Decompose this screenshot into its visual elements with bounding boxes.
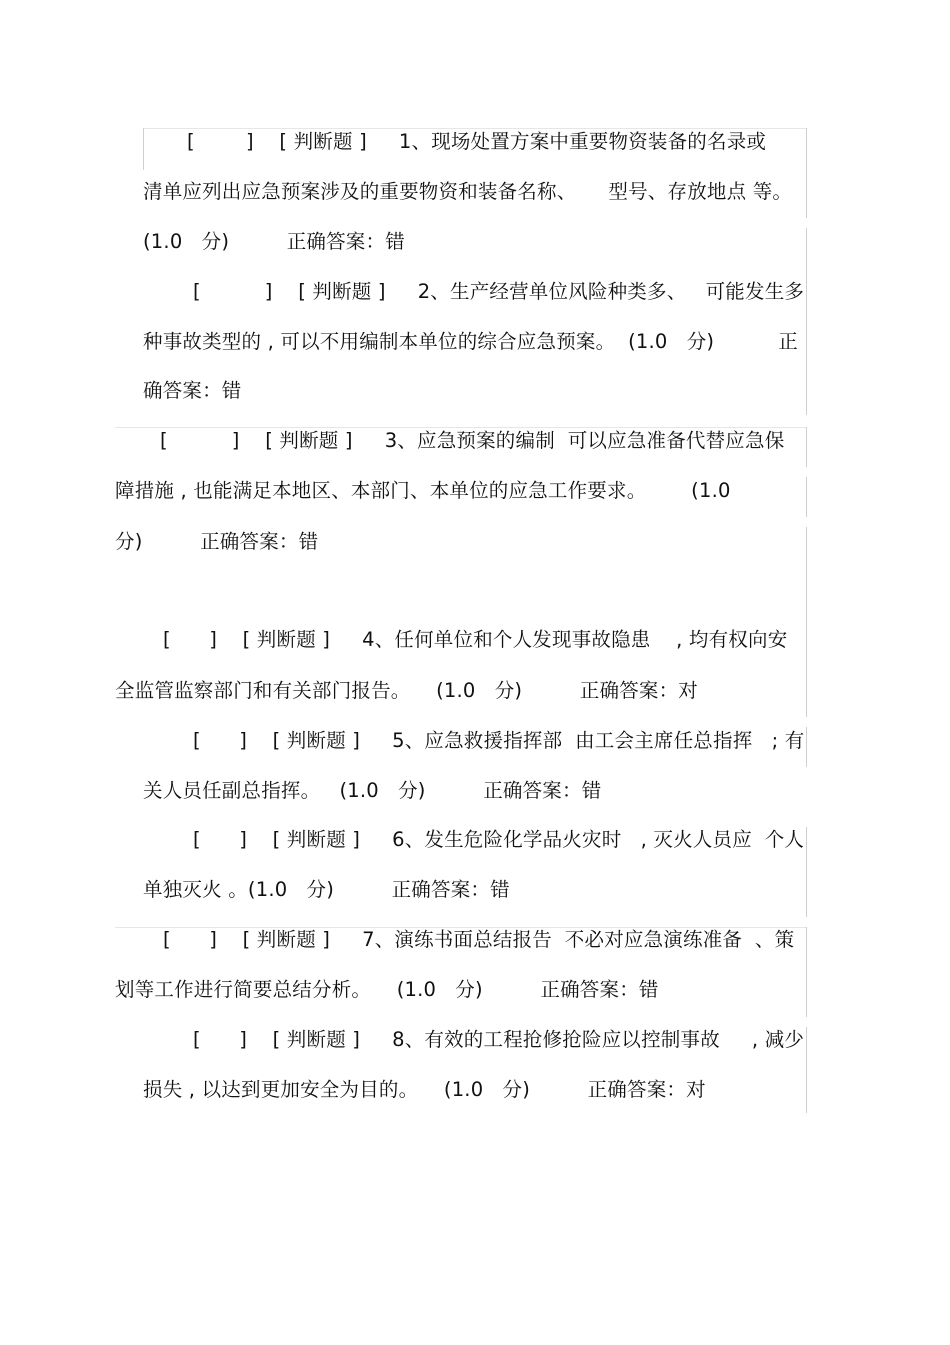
question-5-line-1: [ ] [ 判断题 ] 5、应急救援指挥部 由工会主席任总指挥 ; 有 [193, 729, 805, 752]
rule [806, 427, 807, 467]
question-7-line-2: 划等工作进行简要总结分析。 (1.0 分) 正确答案：错 [115, 978, 659, 1001]
question-3-line-2: 障措施 , 也能满足本地区、本部门、本单位的应急工作要求。 (1.0 [115, 479, 731, 502]
rule [806, 228, 807, 415]
question-2-line-2: 种事故类型的 , 可以不用编制本单位的综合应急预案。 (1.0 分) 正 [143, 330, 798, 353]
question-4-line-1: [ ] [ 判断题 ] 4、任何单位和个人发现事故隐患 , 均有权向安 [163, 628, 788, 651]
rule [806, 477, 807, 517]
question-6-line-2: 单独灭火 。(1.0 分) 正确答案：错 [143, 878, 510, 901]
rule [806, 927, 807, 1017]
rule [806, 727, 807, 767]
rule [806, 527, 807, 717]
question-7-line-1: [ ] [ 判断题 ] 7、演练书面总结报告 不必对应急演练准备 、策 [163, 928, 795, 951]
question-3-line-3: 分) 正确答案：错 [115, 530, 319, 553]
question-8-line-2: 损失 , 以达到更加安全为目的。 (1.0 分) 正确答案：对 [143, 1078, 706, 1101]
question-5-line-2: 关人员任副总指挥。 (1.0 分) 正确答案：错 [143, 779, 602, 802]
question-1-line-1: [ ] [ 判断题 ] 1、现场处置方案中重要物资装备的名录或 [187, 130, 767, 153]
rule [806, 1027, 807, 1113]
question-6-line-1: [ ] [ 判断题 ] 6、发生危险化学品火灾时 , 灭火人员应 个人 [193, 828, 805, 851]
question-2-line-3: 确答案：错 [143, 379, 242, 402]
question-1-line-3: (1.0 分) 正确答案：错 [143, 230, 405, 253]
rule [806, 827, 807, 917]
rule [143, 128, 144, 170]
question-8-line-1: [ ] [ 判断题 ] 8、有效的工程抢修抢险应以控制事故 , 减少 [193, 1028, 805, 1051]
rule [806, 128, 807, 218]
question-4-line-2: 全监管监察部门和有关部门报告。 (1.0 分) 正确答案：对 [115, 679, 699, 702]
question-3-line-1: [ ] [ 判断题 ] 3、应急预案的编制 可以应急准备代替应急保 [160, 429, 785, 452]
question-2-line-1: [ ] [ 判断题 ] 2、生产经营单位风险种类多、 可能发生多 [193, 280, 805, 303]
question-1-line-2: 清单应列出应急预案涉及的重要物资和装备名称、 型号、存放地点 等。 [143, 180, 793, 203]
